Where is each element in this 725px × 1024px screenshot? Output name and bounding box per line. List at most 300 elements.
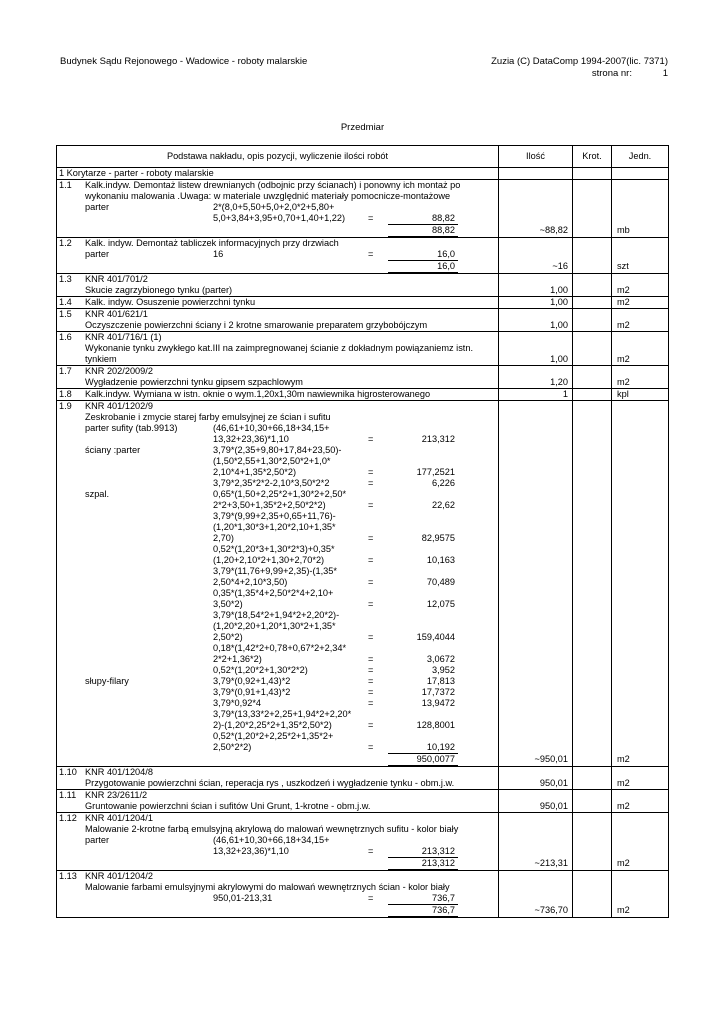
calc-label [57,588,213,599]
quantity: 950,01 [539,778,568,788]
qty-cell [499,180,573,192]
calc-equals: = [368,742,374,752]
qty-cell [499,467,573,478]
desc-cell [57,801,499,813]
calc-label [57,698,213,709]
calc-expression: 3,79*(18,54*2+1,94*2+2,20*2)- [213,610,340,620]
sum-value: 88,82 [388,225,458,237]
qty-cell [499,423,573,434]
item-text: KNR 23/2611/2 [85,790,148,800]
qty-cell [499,742,573,754]
krot-cell [573,687,612,698]
qty-cell [499,297,573,309]
calc-sum [57,858,498,870]
desc-cell [57,544,499,555]
desc-cell [57,893,499,905]
desc-cell [57,522,499,533]
table-row [57,249,669,261]
item-number: 1.5 [59,309,72,319]
calc-expression: (1,20*2,20+1,20*1,30*2+1,35* [213,621,336,631]
unit-cell [612,467,669,478]
page-label: strona nr: [591,68,632,79]
calc-label [57,632,213,643]
table-row [57,343,669,354]
table-row [57,801,669,813]
qty-cell [499,343,573,354]
calc-value [388,202,458,213]
calc-equals: = [368,555,374,565]
calc-equals: = [368,500,374,510]
qty-cell [499,533,573,544]
header-right: Zuzia (C) DataComp 1994-2007(lic. 7371) [491,56,668,67]
unit-cell [612,423,669,434]
spacer [57,261,388,273]
calc-label [57,478,213,489]
item-text: Malowanie farbami emulsyjnymi akrylowymi do malowań wewnętrznych ścian - kolor biały [85,882,450,892]
calc-equals: = [368,676,374,686]
calc-equals: = [368,698,374,708]
item-text: KNR 202/2009/2 [85,366,153,376]
krot-cell [573,423,612,434]
calc-label [57,643,213,654]
unit-cell [612,225,669,238]
krot-cell [573,332,612,344]
table-row [57,191,669,202]
table-row [57,544,669,555]
calc-equals: = [368,893,374,903]
calc-value [388,511,458,522]
calc-value: 70,489 [426,577,455,587]
qty-cell [499,778,573,790]
qty-cell [499,500,573,511]
col-krot: Krot. [573,146,612,168]
calc-label [57,533,213,544]
calc-equals: = [368,533,374,543]
unit-cell [612,687,669,698]
quantity: 1,00 [550,320,568,330]
desc-cell [57,389,499,401]
item-text: Kalk. indyw. Osuszenie powierzchni tynku [85,297,256,307]
calc-expression: 0,18*(1,42*2+0,78+0,67*2+2,34* [213,643,347,653]
table-row [57,213,669,225]
desc-cell [57,511,499,522]
unit-cell [612,261,669,274]
krot-cell [573,249,612,261]
item-number: 1.11 [59,790,77,800]
qty-cell [499,588,573,599]
calc-label [57,687,213,698]
calc-equals: = [368,249,374,259]
sum-value: 736,7 [388,905,458,917]
quantity: ~88,82 [539,225,568,235]
desc-cell [57,871,499,883]
krot-cell [573,191,612,202]
unit-cell [612,511,669,522]
item-text: Kalk.indyw. Demontaż listew drewnianych (odbojnic przy ścianach) i ponowny ich montaż po [85,180,461,190]
krot-cell [573,533,612,544]
desc-cell [57,261,499,274]
qty-cell [499,366,573,378]
calc-value: 88,82 [388,213,458,225]
item-number: 1.4 [59,297,72,307]
calc-expression: 0,52*(1,20*2+2,25*2+1,35*2+ [213,731,334,741]
calc-equals [368,456,388,467]
krot-cell [573,654,612,665]
calc-line [57,742,498,754]
table-row [57,274,669,286]
desc-cell [57,858,499,871]
qty-cell [499,434,573,445]
unit-cell [612,456,669,467]
calc-line [57,478,498,489]
calc-label [57,654,213,665]
calc-expression: 2,50*2) [213,632,243,642]
krot-cell [573,261,612,274]
desc-cell [57,588,499,599]
table-row [57,742,669,754]
table-row [57,225,669,238]
unit-cell [612,720,669,731]
calc-value: 82,9575 [421,533,455,543]
calc-equals [368,610,388,621]
qty-cell [499,599,573,610]
desc-cell [57,401,499,413]
item-text: KNR 401/716/1 (1) [85,332,162,342]
calc-expression: 16 [213,249,224,259]
calc-label: parter [85,835,110,845]
desc-cell [57,676,499,687]
desc-cell [57,366,499,378]
calc-sum [57,754,498,766]
table-row [57,478,669,489]
page-number: 1 [662,68,668,79]
qty-cell [499,309,573,321]
unit-cell [612,412,669,423]
unit-cell [612,297,669,309]
desc-cell [57,665,499,676]
desc-cell [57,423,499,434]
unit-cell [612,522,669,533]
calc-label [57,456,213,467]
calc-label [57,511,213,522]
calc-sum [57,225,498,237]
calc-label: parter sufity (tab.9913) [85,423,178,433]
calc-line [57,846,498,858]
calc-label [57,846,213,858]
krot-cell [573,445,612,456]
desc-cell [57,566,499,577]
unit-cell [612,665,669,676]
unit-cell [612,434,669,445]
calc-label [57,599,213,610]
qty-cell [499,478,573,489]
unit-cell [612,905,669,918]
col-qty: Ilość [499,146,573,168]
qty-cell [499,285,573,297]
krot-cell [573,846,612,858]
calc-line [57,588,498,599]
calc-expression: 3,79*(0,91+1,43)*2 [213,687,291,697]
unit: m2 [617,801,630,811]
desc-cell [57,610,499,621]
calc-equals: = [368,213,374,223]
qty-cell [499,225,573,238]
calc-expression: 2,50*4+2,10*3,50) [213,577,288,587]
desc-cell [57,599,499,610]
calc-expression: 3,79*(2,35+9,80+17,84+23,50)- [213,445,342,455]
krot-cell [573,412,612,423]
krot-cell [573,320,612,332]
unit-cell [612,790,669,802]
qty-cell [499,676,573,687]
unit-cell [612,813,669,825]
spacer [57,225,388,237]
qty-cell [499,261,573,274]
calc-label [57,434,213,445]
calc-value: 213,312 [388,846,458,858]
calc-expression: 3,79*0,92*4 [213,698,262,708]
item-number: 1.2 [59,238,72,248]
unit-cell [612,238,669,250]
unit-cell [612,213,669,225]
calc-equals [368,544,388,555]
calc-line [57,731,498,742]
calc-expression: (1,50*2,55+1,30*2,50*2+1,0* [213,456,331,466]
table-row [57,599,669,610]
sum-value: 16,0 [388,261,458,273]
desc-cell [57,202,499,213]
table-row [57,389,669,401]
calc-expression: 3,79*2,35*2*2-2,10*3,50*2*2 [213,478,330,488]
table-row [57,238,669,250]
table-row [57,297,669,309]
qty-cell [499,687,573,698]
krot-cell [573,456,612,467]
item-number: 1.1 [59,180,72,190]
calc-label [57,742,213,754]
item-number: 1.9 [59,401,72,411]
qty-cell [499,790,573,802]
calc-value: 16,0 [388,249,458,261]
krot-cell [573,377,612,389]
table-row [57,401,669,413]
unit-cell [612,621,669,632]
calc-expression: (46,61+10,30+66,18+34,15+ [213,835,330,845]
item-text: Malowanie 2-krotne farbą emulsyjną akrylową do malowań wewnętrznych sufitu - kolor biały [85,824,459,834]
table-row [57,778,669,790]
calc-value: 10,163 [426,555,455,565]
calc-line [57,434,498,445]
qty-cell [499,191,573,202]
desc-cell [57,824,499,835]
calc-label [57,610,213,621]
desc-cell [57,434,499,445]
calc-value: 3,0672 [426,654,455,664]
unit: m2 [617,858,630,868]
calc-sum [57,261,498,273]
unit-cell [612,824,669,835]
desc-cell [57,309,499,321]
unit-cell [612,332,669,344]
unit-cell [612,882,669,893]
calc-value [388,566,458,577]
calc-line [57,577,498,588]
calc-value [388,835,458,846]
qty-cell [499,643,573,654]
calc-label [57,709,213,720]
table-row [57,632,669,643]
desc-cell [57,813,499,825]
unit: m2 [617,754,630,764]
krot-cell [573,389,612,401]
item-text: KNR 401/1202/9 [85,401,153,411]
estimate-table [56,145,669,918]
qty-cell [499,709,573,720]
krot-cell [573,566,612,577]
desc-cell [57,320,499,332]
calc-line [57,599,498,610]
table-row [57,643,669,654]
calc-value: 177,2521 [416,467,455,477]
calc-label [57,467,213,478]
calc-value [388,709,458,720]
qty-cell [499,354,573,366]
table-row [57,846,669,858]
calc-label [57,720,213,731]
calc-line [57,835,498,846]
calc-line [57,423,498,434]
table-row [57,720,669,731]
table-row [57,893,669,905]
item-text: Skucie zagrzybionego tynku (parter) [85,285,233,295]
calc-line [57,500,498,511]
table-row [57,445,669,456]
unit-cell [612,676,669,687]
item-text: Gruntowanie powierzchni ścian i sufitów Uni Grunt, 1-krotne - obm.j.w. [85,801,371,811]
desc-cell [57,191,499,202]
spacer [57,905,388,917]
krot-cell [573,297,612,309]
desc-cell [57,500,499,511]
calc-equals [368,709,388,720]
page-title: Przedmiar [340,122,385,133]
unit-cell [612,500,669,511]
unit-cell [612,709,669,720]
table-row [57,412,669,423]
qty-cell [499,202,573,213]
calc-equals: = [368,478,374,488]
table-row [57,577,669,588]
calc-line [57,566,498,577]
krot-cell [573,202,612,213]
desc-cell [57,698,499,709]
krot-cell [573,354,612,366]
calc-line [57,445,498,456]
calc-value: 736,7 [388,893,458,905]
calc-expression: 2,70) [213,533,234,543]
table-row [57,434,669,445]
unit: m2 [617,320,630,330]
desc-cell [57,767,499,779]
table-row [57,813,669,825]
krot-cell [573,801,612,813]
krot-cell [573,632,612,643]
qty-cell [499,882,573,893]
table-row [57,621,669,632]
table-row [57,533,669,544]
unit-cell [612,366,669,378]
qty-cell [499,445,573,456]
krot-cell [573,676,612,687]
krot-cell [573,882,612,893]
calc-value [388,610,458,621]
unit-cell [612,377,669,389]
unit: m2 [617,354,630,364]
qty-cell [499,767,573,779]
desc-cell [57,654,499,665]
calc-expression: 5,0+3,84+3,95+0,70+1,40+1,22) [213,213,346,223]
krot-cell [573,621,612,632]
unit-cell [612,654,669,665]
qty-cell [499,754,573,767]
calc-equals [368,643,388,654]
qty-cell [499,511,573,522]
krot-cell [573,665,612,676]
qty-cell [499,632,573,643]
calc-expression: 13,32+23,36)*1,10 [213,434,289,444]
krot-cell [573,767,612,779]
krot-cell [573,213,612,225]
calc-value: 17,813 [426,676,455,686]
quantity: ~213,31 [534,858,568,868]
item-text: Oczyszczenie powierzchni ściany i 2 krotne smarowanie preparatem grzybobójczym [85,320,428,330]
krot-cell [573,742,612,754]
krot-cell [573,544,612,555]
desc-cell [57,445,499,456]
calc-value [388,489,458,500]
calc-value: 3,952 [432,665,455,675]
calc-value: 128,8001 [416,720,455,730]
calc-equals: = [368,654,374,664]
qty-cell [499,489,573,500]
desc-cell [57,456,499,467]
calc-value [388,544,458,555]
qty-cell [499,731,573,742]
table-row [57,835,669,846]
calc-value [388,643,458,654]
unit: szt [617,261,629,271]
unit-cell [612,801,669,813]
calc-equals: = [368,665,374,675]
calc-value [388,522,458,533]
table-row [57,610,669,621]
calc-equals: = [368,687,374,697]
table-row [57,261,669,274]
calc-line [57,533,498,544]
krot-cell [573,274,612,286]
table-row [57,905,669,918]
krot-cell [573,434,612,445]
unit: mb [617,225,630,235]
calc-label [57,665,213,676]
item-text: wykonaniu malowania .Uwaga: w materiale uwzględnić materiały pomocnicze-montażowe [85,191,451,201]
qty-cell [499,544,573,555]
calc-line [57,698,498,709]
item-text: tynkiem [85,354,117,364]
krot-cell [573,643,612,654]
qty-cell [499,249,573,261]
unit-cell [612,566,669,577]
